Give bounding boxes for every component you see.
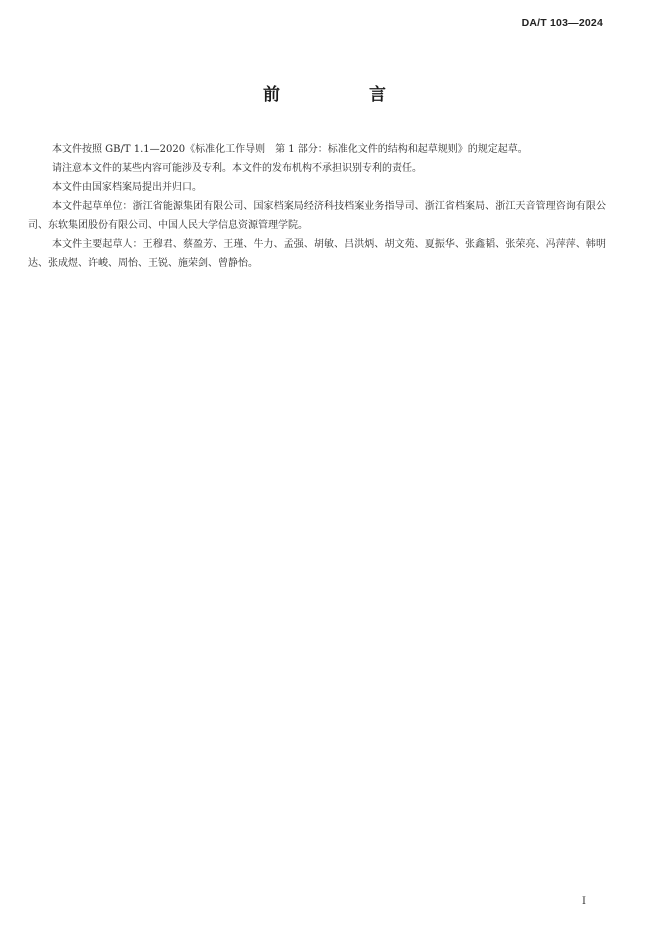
paragraph-drafting-rules: 本文件按照 GB/T 1.1—2020《标准化工作导则 第 1 部分：标准化文件的结构和起草规则》的规定起草。 [52, 144, 528, 155]
paragraph-patent-notice: 请注意本文件的某些内容可能涉及专利。本文件的发布机构不承担识别专利的责任。 [52, 163, 422, 174]
page-number: I [582, 896, 586, 907]
paragraph-proposer: 本文件由国家档案局提出并归口。 [52, 182, 202, 193]
page-title: 前 言 [263, 85, 422, 105]
foreword-body [28, 140, 606, 273]
paragraph-drafting-units: 本文件起草单位：浙江省能源集团有限公司、国家档案局经济科技档案业务指导司、浙江省档案局、浙江天音管理咨询有限公司、东软集团股份有限公司、中国人民大学信息资源管理学院。 [28, 201, 606, 231]
paragraph-drafters: 本文件主要起草人：王穆君、蔡盈芳、王瑾、牛力、孟强、胡敏、吕洪炳、胡文苑、夏振华、张鑫韬、张荣亮、冯萍萍、韩明达、张成煜、许峻、周怡、王锐、施荣剑、曾静怡。 [28, 239, 606, 269]
standard-code-header: DA/T 103—2024 [521, 17, 603, 29]
